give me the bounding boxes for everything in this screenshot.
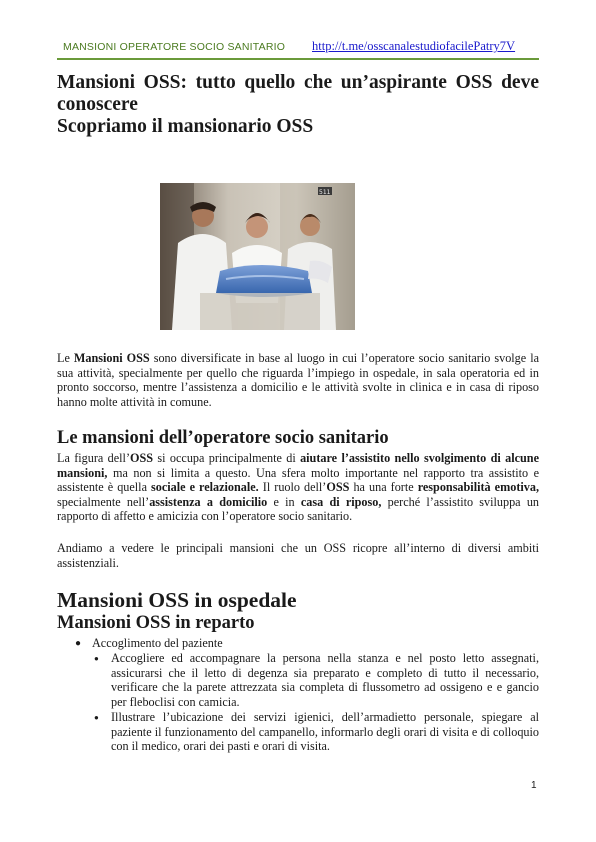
title-line-1: Mansioni OSS: tutto quello che un’aspirante OSS deve: [57, 72, 539, 93]
intro-paragraph: Le Mansioni OSS sono diversificate in base al luogo in cui l’operatore socio sanitario svolge la sua attività, specialmente per quello che riguarda l’impiego in ospedale, in sala operatoria ed in pronto soccorso, mentre l’assistenza a domicilio e le attività svolte in clinica e in casa di riposo hanno molte attività in comune.: [57, 351, 539, 409]
bullet-dot: ●: [75, 638, 82, 649]
list-item: Accogliere ed accompagnare la persona nella stanza e nel posto letto assegnati, assicurarsi che il letto di degenza sia preparato e completo di tutto il necessario, verificare che la parete attrezzata sia completa di flussometro ad ossigeno e e gancio per fleboclisi con camicia.: [111, 651, 539, 709]
bullet-dot: ●: [94, 654, 99, 663]
subheading-reparto: Mansioni OSS in reparto: [57, 613, 255, 633]
page-number: 1: [531, 780, 537, 791]
nurses-photo: [160, 183, 355, 330]
list-item: Accoglimento del paziente: [92, 636, 223, 650]
bullet-dot: ●: [94, 713, 99, 722]
list-item: Illustrare l’ubicazione dei servizi igienici, dell’armadietto personale, spiegare al paziente il funzionamento del campanello, informarlo degli orari di visita e di colloquio con il medico, orari dei pasti e orari di visita.: [111, 710, 539, 754]
document-title: [57, 72, 539, 138]
header-title: MANSIONI OPERATORE SOCIO SANITARIO: [63, 41, 286, 53]
title-line-2: conoscere: [57, 94, 138, 115]
section1-paragraph: La figura dell’OSS si occupa principalmente di aiutare l’assistito nello svolgimento di alcune mansioni, ma non si limita a questo. Una sfera molto importante nel rapporto tra assistito e assistente è quella sociale e relazionale. Il ruolo dell’OSS ha una forte responsabilità emotiva, specialmente nell’assistenza a domicilio e in casa di riposo, perché l’assistito sviluppa un rapporto di affetto e amicizia con l’operatore socio sanitario.: [57, 451, 540, 524]
section-heading-mansioni: Le mansioni dell’operatore socio sanitario: [57, 428, 389, 448]
header-divider: [57, 58, 539, 60]
section1-paragraph-2: Andiamo a vedere le principali mansioni che un OSS ricopre all’interno di diversi ambiti assistenziali.: [57, 541, 539, 570]
room-number: 511: [319, 189, 331, 196]
header-link[interactable]: http://t.me/osscanalestudiofacilePatry7V: [312, 39, 516, 53]
page-header: [57, 38, 539, 60]
title-line-3: Scopriamo il mansionario OSS: [57, 116, 314, 137]
section-heading-ospedale: Mansioni OSS in ospedale: [57, 588, 297, 612]
